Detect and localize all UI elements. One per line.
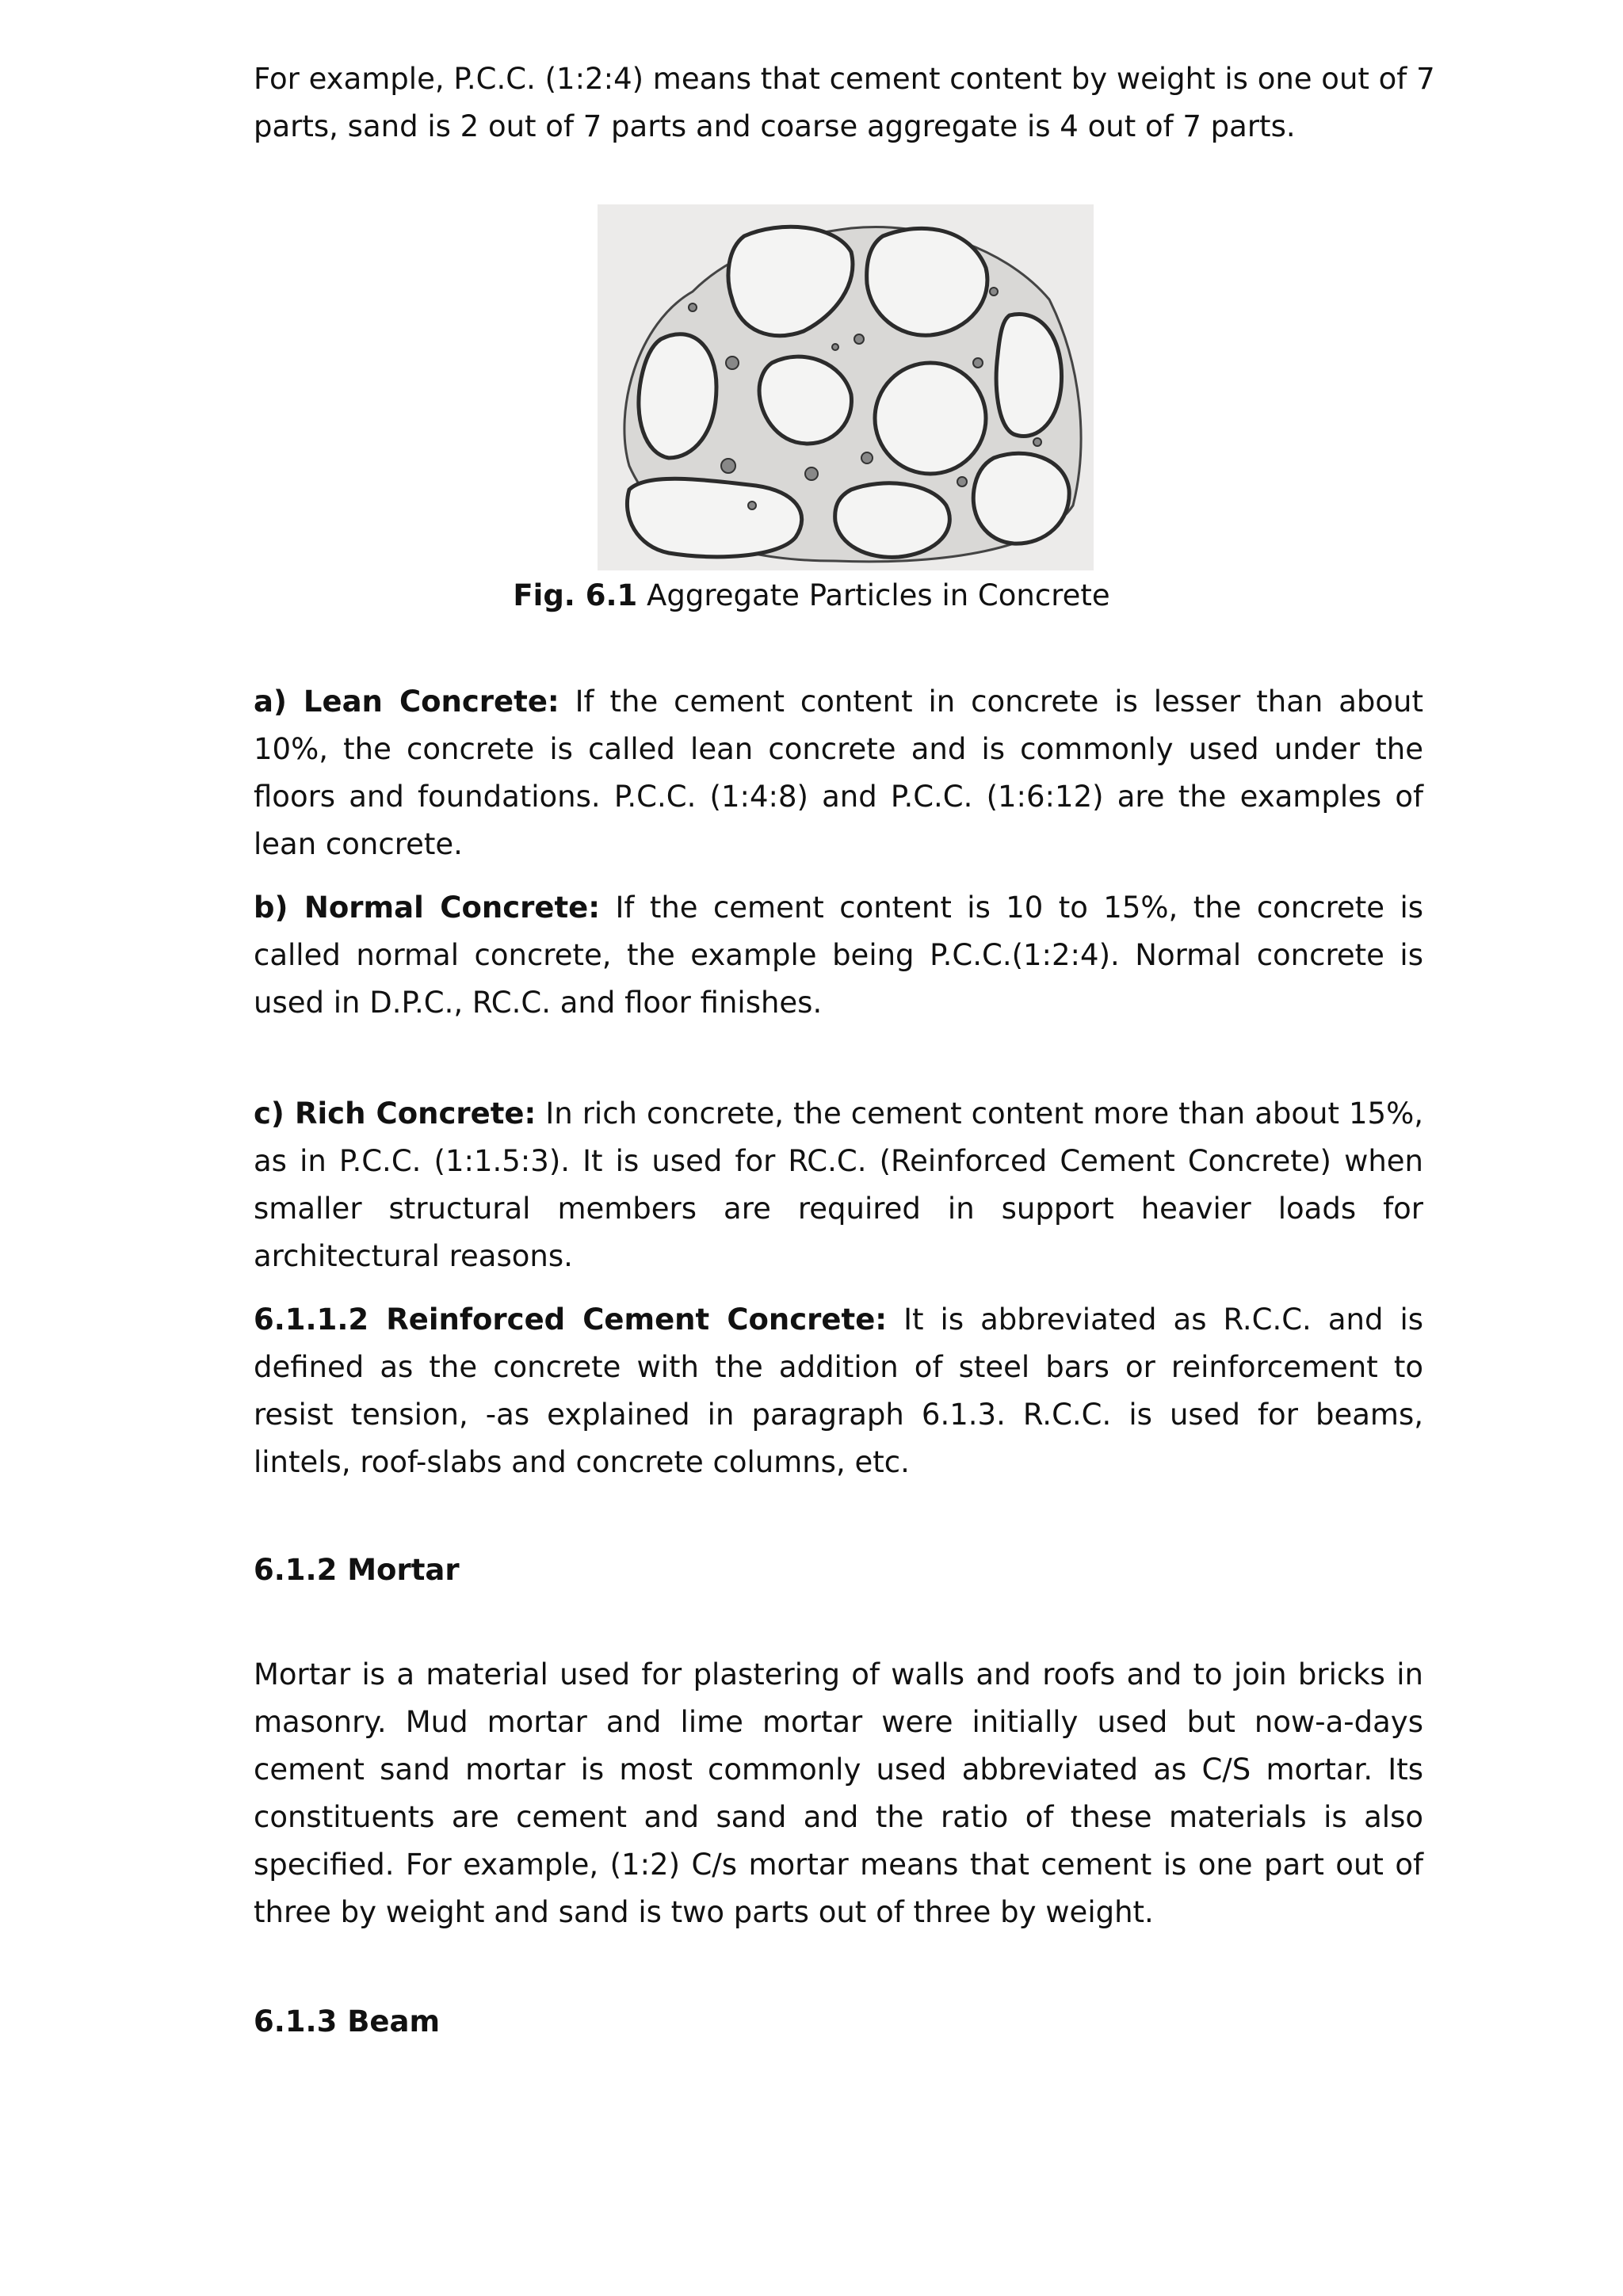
rich-concrete-label: c) Rich Concrete:: [254, 1097, 537, 1131]
lean-concrete-text: If the cement content in concrete is lesser than about 10%, the concrete is called lean concrete and is commonly used under the floors and foundations. P.C.C. (1:4:8) and P.C.C. (1:6:12) are the examples of lean concrete.: [254, 685, 1424, 861]
mortar-paragraph: Mortar is a material used for plastering of walls and roofs and to join bricks in masonry. Mud mortar and lime mortar were initially used but now-a-days cement sand mortar is most commonly used abbreviated as C/S mortar. Its constituents are cement and sand and the ratio of these materials is also specified. For example, (1:2) C/s mortar means that cement is one part out of three by weight and sand is two parts out of three by weight.: [254, 1657, 1423, 1929]
figure-caption: [0, 572, 1623, 620]
normal-concrete-paragraph: [254, 884, 1423, 1027]
normal-concrete-text: If the cement content is 10 to 15%, the concrete is called normal concrete, the example being P.C.C.(1:2:4). Normal concrete is used in D.P.C., RC.C. and floor finishes.: [254, 891, 1424, 1020]
mortar-heading: 6.1.2 Mortar: [254, 1553, 460, 1587]
aggregate-figure: [598, 204, 1094, 570]
figure-label: Fig. 6.1: [513, 578, 638, 612]
rich-concrete-text: In rich concrete, the cement content more than about 15%, as in P.C.C. (1:1.5:3). It is used for RC.C. (Reinforced Cement Concrete) when smaller structural members are required in support heavier loads for architectural reasons.: [254, 1097, 1423, 1273]
rich-concrete-paragraph: [254, 1090, 1423, 1280]
aggregate-particles-illustration: [598, 204, 1094, 570]
beam-heading: 6.1.3 Beam: [254, 2004, 441, 2039]
normal-concrete-label: b) Normal Concrete:: [254, 891, 601, 925]
lean-concrete-label: a) Lean Concrete:: [254, 685, 559, 719]
intro-paragraph: For example, P.C.C. (1:2:4) means that cement content by weight is one out of 7 parts, sand is 2 out of 7 parts and coarse aggregate is 4 out of 7 parts.: [254, 62, 1435, 143]
figure-caption-text: Aggregate Particles in Concrete: [637, 578, 1110, 612]
rcc-paragraph: [254, 1296, 1423, 1486]
rcc-text: It is abbreviated as R.C.C. and is defined as the concrete with the addition of steel bars or reinforcement to resist tension, -as explained in paragraph 6.1.3. R.C.C. is used for beams, lintels, roof-slabs and concrete columns, etc.: [254, 1302, 1423, 1479]
rcc-label: 6.1.1.2 Reinforced Cement Concrete:: [254, 1302, 888, 1337]
lean-concrete-paragraph: [254, 678, 1423, 868]
